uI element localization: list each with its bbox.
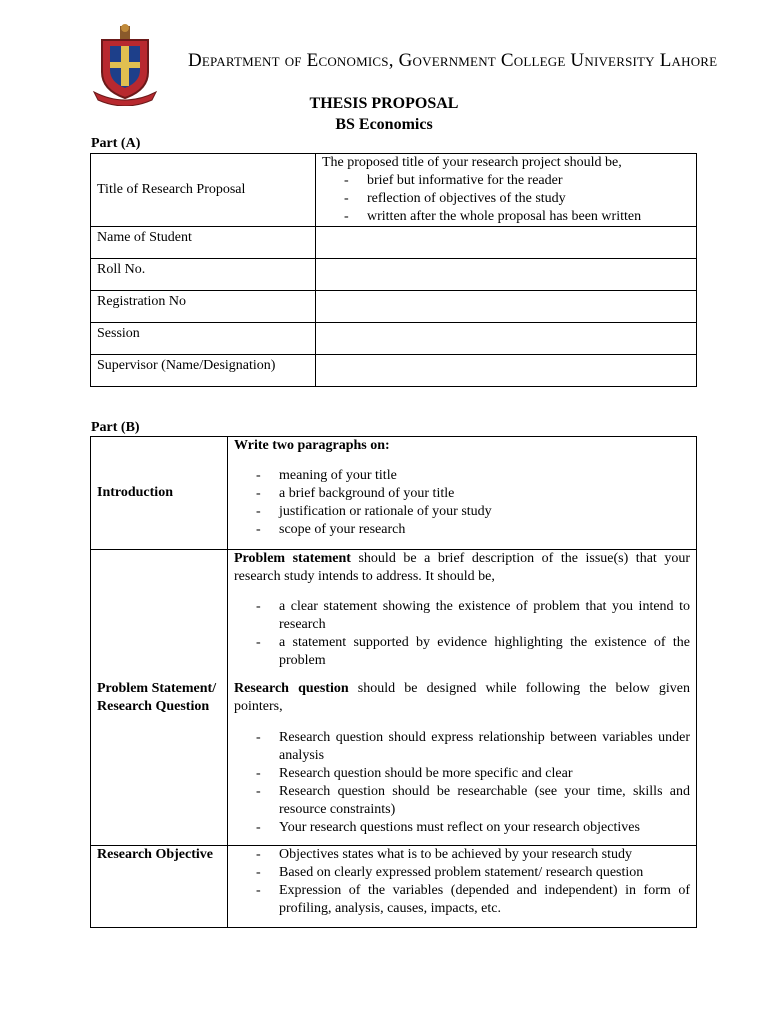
list-item: - reflection of objectives of the study [322, 190, 690, 208]
registration-no-field[interactable] [316, 291, 697, 323]
table-row [91, 550, 697, 846]
introduction-heading: Write two paragraphs on: [234, 438, 390, 453]
document-title: THESIS PROPOSAL [309, 95, 459, 112]
list-item: - Research question should be researchable (see your time, skills and resource constraints) [234, 783, 690, 819]
table-row [91, 154, 697, 227]
problem-statement-text: should be a brief description of the issue(s) that your research study intends to address. It should be, [234, 551, 691, 584]
session-label: Session [91, 323, 316, 355]
department-heading: Department of Economics, Government College University Lahore [188, 50, 718, 71]
list-item: - Objectives states what is to be achieved by your research study [234, 846, 690, 864]
list-item: - Your research questions must reflect on your research objectives [234, 819, 690, 837]
list-item: - a clear statement showing the existence of problem that you intend to research [234, 598, 690, 634]
introduction-cell[interactable] [228, 437, 697, 550]
research-question-text: should be designed while following the below given pointers, [234, 681, 690, 714]
table-row [91, 437, 697, 550]
title-guidance-cell[interactable] [316, 154, 697, 227]
list-item: - justification or rationale of your study [234, 503, 690, 521]
list-item: - brief but informative for the reader [322, 172, 690, 190]
list-item: - Research question should express relationship between variables under analysis [234, 729, 690, 765]
part-a-label: Part (A) [91, 136, 141, 151]
list-item: - a brief background of your title [234, 485, 690, 503]
problem-statement-paragraph [234, 550, 690, 586]
supervisor-field[interactable] [316, 355, 697, 387]
research-question-term: Research question [234, 681, 349, 696]
introduction-label: Introduction [91, 437, 228, 550]
document-subtitle: BS Economics [335, 116, 433, 133]
part-a-table [90, 153, 697, 387]
table-row [91, 291, 697, 323]
table-row [91, 259, 697, 291]
table-row [91, 846, 697, 928]
list-item: - a statement supported by evidence highlighting the existence of the problem [234, 634, 690, 670]
table-row [91, 227, 697, 259]
roll-no-field[interactable] [316, 259, 697, 291]
problem-statement-label: Problem Statement/ Research Question [91, 550, 228, 846]
student-name-label: Name of Student [91, 227, 316, 259]
roll-no-label: Roll No. [91, 259, 316, 291]
research-question-paragraph [234, 680, 690, 716]
title-guidance-text: The proposed title of your research project should be, [322, 155, 622, 170]
session-field[interactable] [316, 323, 697, 355]
list-item: - Research question should be more specific and clear [234, 765, 690, 783]
university-logo [90, 24, 160, 106]
supervisor-label: Supervisor (Name/Designation) [91, 355, 316, 387]
table-row [91, 323, 697, 355]
research-objective-label: Research Objective [91, 846, 228, 928]
problem-statement-term: Problem statement [234, 551, 351, 566]
part-b-label: Part (B) [91, 420, 140, 435]
title-label: Title of Research Proposal [91, 154, 316, 227]
list-item: - meaning of your title [234, 467, 690, 485]
list-item: - Based on clearly expressed problem statement/ research question [234, 864, 690, 882]
registration-no-label: Registration No [91, 291, 316, 323]
table-row [91, 355, 697, 387]
problem-statement-cell[interactable] [228, 550, 697, 846]
part-b-table [90, 436, 697, 928]
research-objective-cell[interactable] [228, 846, 697, 928]
list-item: - Expression of the variables (depended and independent) in form of profiling, analysis, causes, impacts, etc. [234, 882, 690, 918]
list-item: - scope of your research [234, 521, 690, 539]
student-name-field[interactable] [316, 227, 697, 259]
list-item: - written after the whole proposal has been written [322, 208, 690, 226]
